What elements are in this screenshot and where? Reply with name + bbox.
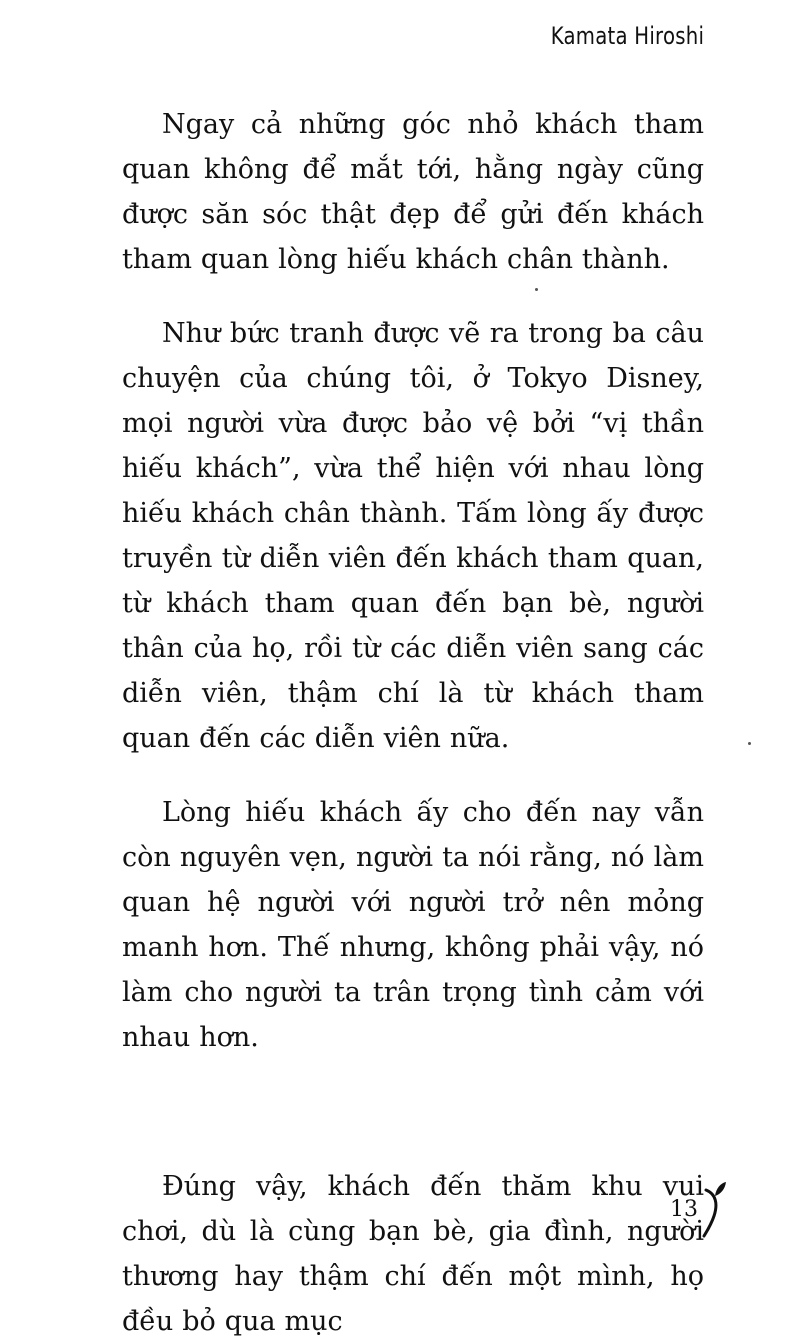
paragraph-3: Lòng hiếu khách ấy cho đến nay vẫn còn nguyên vẹn, người ta nói rằng, nó làm quan hệ người với người trở nên mỏng manh hơn. Thế nhưng, không phải vậy, nó làm cho người ta trân trọng tình cảm với nhau hơn.	[122, 797, 704, 1053]
body-text	[122, 102, 704, 1344]
paragraph-4: Đúng vậy, khách đến thăm khu vui chơi, dù là cùng bạn bè, gia đình, người thương hay thậm chí đến một mình, họ đều bỏ qua mục	[122, 1171, 704, 1337]
scan-speck	[535, 288, 538, 291]
page-footer	[670, 1180, 728, 1238]
paragraph-1: Ngay cả những góc nhỏ khách tham quan không để mắt tới, hằng ngày cũng được săn sóc thật đẹp để gửi đến khách tham quan lòng hiếu khách chân thành.	[122, 109, 704, 275]
running-header-author: Kamata Hiroshi	[550, 22, 704, 50]
scan-speck	[748, 742, 751, 745]
sprout-icon	[702, 1180, 728, 1238]
paragraph-2: Như bức tranh được vẽ ra trong ba câu chuyện của chúng tôi, ở Tokyo Disney, mọi người vừa được bảo vệ bởi “vị thần hiếu khách”, vừa thể hiện với nhau lòng hiếu khách chân thành. Tấm lòng ấy được truyền từ diễn viên đến khách tham quan, từ khách tham quan đến bạn bè, người thân của họ, rồi từ các diễn viên sang các diễn viên, thậm chí là từ khách tham quan đến các diễn viên nữa.	[122, 318, 704, 754]
page-number: 13	[670, 1196, 698, 1222]
